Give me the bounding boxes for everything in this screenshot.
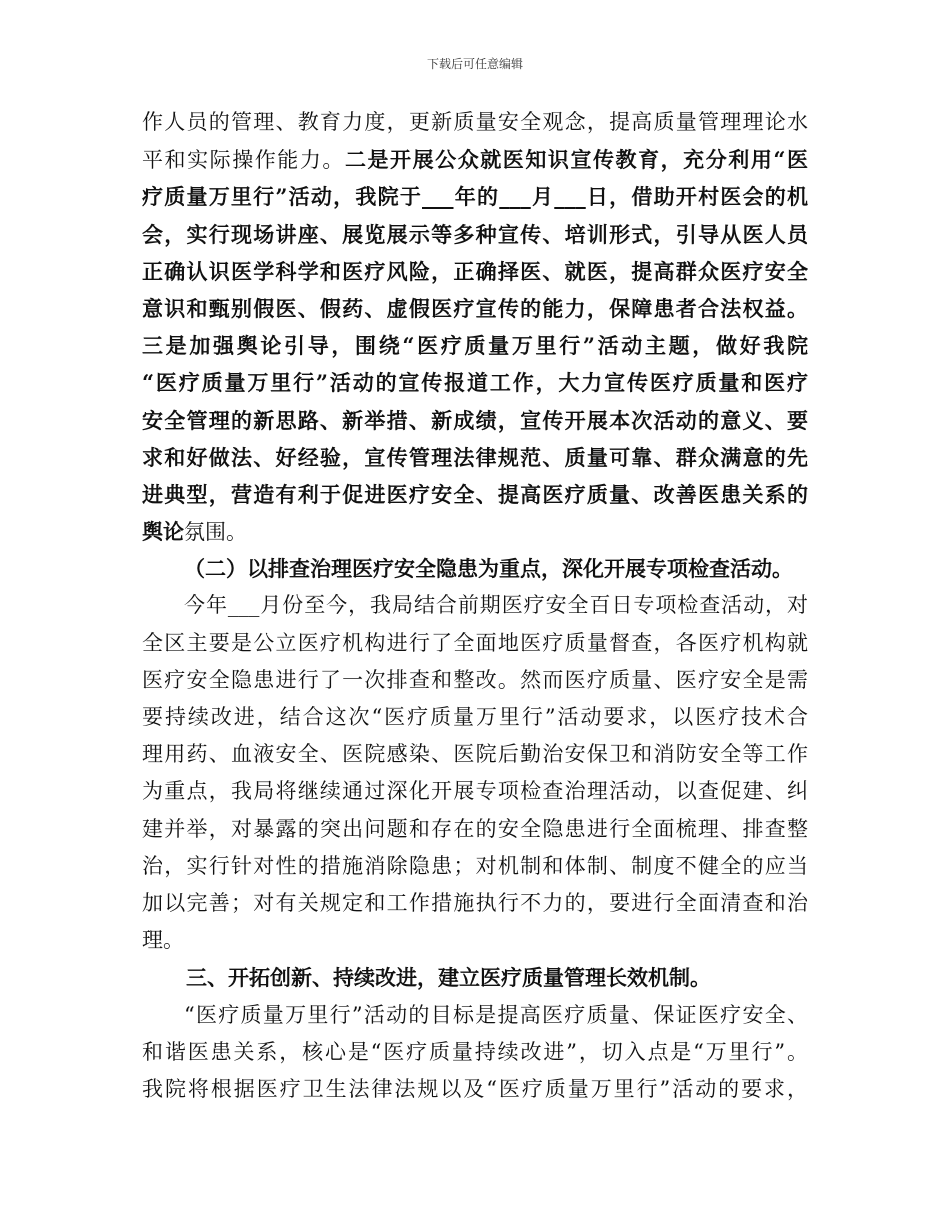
text-line — [142, 476, 808, 513]
document-body — [142, 104, 808, 1108]
text-line: 全区主要是公立医疗机构进行了全面地医疗质量督查，各医疗机构就 — [142, 630, 808, 655]
text-line — [142, 178, 808, 215]
text-segment: 舆论 — [142, 519, 184, 545]
text-line — [142, 327, 808, 364]
paragraph-publicity — [142, 104, 808, 550]
text-line: 治，实行针对性的措施消除隐患；对机制和体制、制度不健全的应当 — [142, 853, 808, 878]
text-line: 要持续改进，结合这次“医疗质量万里行”活动要求，以医疗技术合 — [142, 705, 808, 729]
page-header-note: 下载后可任意编辑 — [426, 57, 523, 71]
text-line — [142, 290, 808, 327]
text-segment: 求和好做法、好经验，宣传管理法律规范、质量可靠、群众满意的先 — [142, 444, 808, 470]
text-line — [142, 513, 808, 550]
text-line: “医疗质量万里行”活动的目标是提高医疗质量、保证医疗安全、 — [184, 1002, 808, 1027]
text-segment: 疗质量万里行”活动，我院于___年的___月___日，借助开村医会的机 — [142, 184, 808, 210]
text-segment: “医疗质量万里行”活动的宣传报道工作，大力宣传医疗质量和医疗 — [142, 370, 808, 396]
text-segment: 平和实际操作能力。 — [142, 148, 345, 173]
text-segment: 安全管理的新思路、新举措、新成绩，宣传开展本次活动的意义、要 — [142, 407, 808, 433]
text-line: 我院将根据医疗卫生法律法规以及“医疗质量万里行”活动的要求， — [142, 1076, 808, 1101]
text-line: 加以完善；对有关规定和工作措施执行不力的，要进行全面清查和治 — [142, 890, 808, 915]
text-line: 建并举，对暴露的突出问题和存在的安全隐患进行全面梳理、排查整 — [142, 816, 808, 841]
text-segment: 进典型，营造有利于促进医疗安全、提高医疗质量、改善医患关系的 — [142, 481, 808, 507]
text-line: 今年___月份至今，我局结合前期医疗安全百日专项检查活动，对 — [184, 593, 808, 618]
text-segment: 氛围。 — [184, 520, 247, 545]
text-line — [142, 216, 808, 253]
paragraph-mechanism — [142, 997, 808, 1109]
text-line — [142, 364, 808, 401]
section-heading-2: （二）以排查治理医疗安全隐患为重点，深化开展专项检查活动。 — [184, 556, 793, 582]
text-segment: 会，实行现场讲座、展览展示等多种宣传、培训形式，引导从医人员 — [142, 221, 808, 247]
section-heading-3: 三、开拓创新、持续改进，建立医疗质量管理长效机制。 — [186, 965, 711, 991]
text-line — [142, 253, 808, 290]
text-line: 理。 — [142, 928, 184, 953]
text-segment: 正确认识医学科学和医疗风险，正确择医、就医，提高群众医疗安全 — [142, 258, 808, 284]
text-segment: 二是开展公众就医知识宣传教育，充分利用“医 — [344, 147, 809, 173]
text-line — [142, 402, 808, 439]
text-segment: 作人员的管理、教育力度，更新质量安全观念，提高质量管理理论水 — [142, 110, 808, 134]
text-segment: 三是加强舆论引导，围绕“医疗质量万里行”活动主题，做好我院 — [142, 333, 808, 359]
text-line — [142, 141, 808, 178]
text-line: 理用药、血液安全、医院感染、医院后勤治安保卫和消防安全等工作 — [142, 742, 808, 767]
text-line: 为重点，我局将继续通过深化开展专项检查治理活动，以查促建、纠 — [142, 779, 808, 804]
text-segment: 意识和甄别假医、假药、虚假医疗宣传的能力，保障患者合法权益。 — [142, 295, 808, 321]
text-line: 医疗安全隐患进行了一次排查和整改。然而医疗质量、医疗安全是需 — [142, 667, 808, 692]
text-line — [142, 104, 808, 141]
paragraph-inspection — [142, 587, 808, 959]
text-line: 和谐医患关系，核心是“医疗质量持续改进”，切入点是“万里行”。 — [142, 1039, 808, 1064]
text-line — [142, 439, 808, 476]
